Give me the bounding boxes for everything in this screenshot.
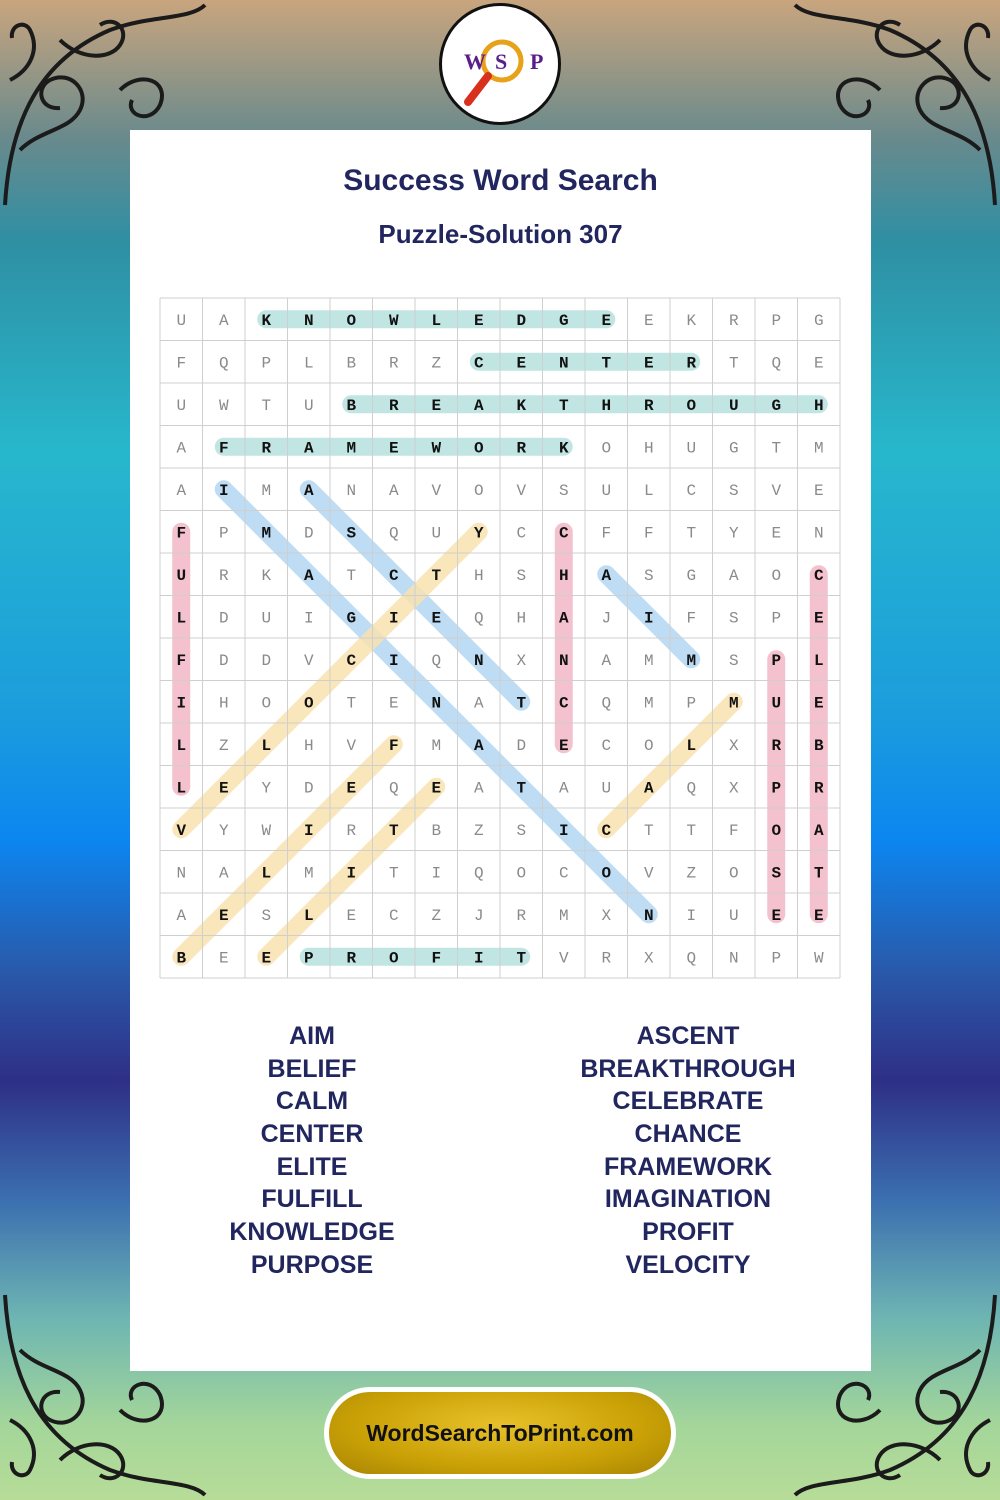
word-list-item: CENTER: [260, 1120, 364, 1149]
grid-cell-letter: E: [431, 396, 442, 415]
grid-cell-letter: D: [303, 779, 314, 798]
grid-cell-letter: Q: [771, 354, 782, 373]
grid-cell-letter: E: [601, 311, 612, 330]
grid-cell-letter: V: [176, 821, 187, 840]
grid-cell-letter: Q: [388, 524, 399, 543]
grid-cell-letter: C: [388, 566, 399, 585]
grid-cell-letter: K: [261, 566, 272, 585]
grid-cell-letter: E: [388, 694, 399, 713]
grid-cell-letter: J: [473, 906, 484, 925]
grid-cell-letter: M: [728, 694, 739, 713]
grid-cell-letter: C: [813, 566, 824, 585]
grid-cell-letter: V: [346, 736, 357, 755]
grid-cell-letter: R: [516, 439, 527, 458]
grid-cell-letter: E: [218, 949, 229, 968]
grid-cell-letter: K: [261, 311, 272, 330]
grid-cell-letter: R: [728, 311, 739, 330]
grid-cell-letter: D: [516, 736, 527, 755]
grid-cell-letter: A: [218, 864, 229, 883]
grid-cell-letter: Y: [261, 779, 272, 798]
word-list-item: VELOCITY: [625, 1250, 751, 1279]
grid-cell-letter: F: [686, 609, 697, 628]
grid-cell-letter: U: [728, 906, 739, 925]
grid-cell-letter: M: [643, 694, 654, 713]
grid-cell-letter: S: [771, 864, 782, 883]
word-list-item: AIM: [289, 1022, 335, 1050]
grid-cell-letter: U: [176, 566, 187, 585]
grid-cell-letter: C: [601, 821, 612, 840]
grid-cell-letter: G: [558, 311, 569, 330]
grid-cell-letter: A: [473, 779, 484, 798]
grid-cell-letter: A: [218, 311, 229, 330]
grid-cell-letter: A: [388, 481, 399, 500]
grid-cell-letter: T: [813, 864, 824, 883]
grid-cell-letter: Y: [218, 821, 229, 840]
grid-cell-letter: E: [346, 906, 357, 925]
grid-cell-letter: S: [728, 651, 739, 670]
grid-cell-letter: J: [601, 609, 612, 628]
grid-cell-letter: I: [303, 821, 314, 840]
page-title: Success Word Search: [343, 164, 658, 197]
grid-cell-letter: T: [346, 694, 357, 713]
grid-cell-letter: E: [643, 311, 654, 330]
word-list-item: PURPOSE: [250, 1250, 374, 1279]
grid-cell-letter: L: [176, 736, 187, 755]
grid-cell-letter: T: [558, 396, 569, 415]
grid-cell-letter: W: [388, 311, 399, 330]
grid-cell-letter: N: [431, 694, 442, 713]
grid-cell-letter: Q: [601, 694, 612, 713]
grid-cell-letter: A: [643, 779, 654, 798]
grid-cell-letter: G: [686, 566, 697, 585]
word-list-item: CHANCE: [634, 1120, 742, 1149]
grid-cell-letter: M: [261, 524, 272, 543]
grid-cell-letter: B: [176, 949, 187, 968]
grid-cell-letter: R: [261, 439, 272, 458]
word-list-item: ASCENT: [636, 1022, 740, 1050]
grid-cell-letter: O: [728, 864, 739, 883]
grid-cell-letter: G: [771, 396, 782, 415]
grid-cell-letter: F: [176, 354, 187, 373]
word-list-item: FRAMEWORK: [603, 1152, 773, 1181]
grid-cell-letter: R: [601, 949, 612, 968]
grid-cell-letter: M: [686, 651, 697, 670]
grid-cell-letter: E: [558, 736, 569, 755]
grid-cell-letter: T: [346, 566, 357, 585]
grid-cell-letter: E: [643, 354, 654, 373]
grid-cell-letter: A: [558, 779, 569, 798]
grid-cell-letter: Q: [388, 779, 399, 798]
grid-cell-letter: A: [176, 481, 187, 500]
grid-cell-letter: I: [686, 906, 697, 925]
grid-cell-letter: U: [728, 396, 739, 415]
grid-cell-letter: Z: [431, 354, 442, 373]
grid-cell-letter: P: [303, 949, 314, 968]
word-list-item: PROFIT: [642, 1218, 734, 1247]
grid-cell-letter: T: [261, 396, 272, 415]
grid-cell-letter: T: [388, 821, 399, 840]
grid-cell-letter: E: [261, 949, 272, 968]
grid-cell-letter: A: [558, 609, 569, 628]
grid-cell-letter: A: [473, 694, 484, 713]
word-list-item: CALM: [275, 1087, 349, 1116]
grid-cell-letter: I: [388, 609, 399, 628]
grid-cell-letter: C: [473, 354, 484, 373]
grid-cell-letter: M: [431, 736, 442, 755]
grid-cell-letter: I: [431, 864, 442, 883]
grid-cell-letter: I: [218, 481, 229, 500]
grid-cell-letter: C: [516, 524, 527, 543]
grid-cell-letter: L: [261, 864, 272, 883]
grid-cell-letter: L: [176, 609, 187, 628]
grid-cell-letter: I: [643, 609, 654, 628]
grid-cell-letter: R: [771, 736, 782, 755]
grid-cell-letter: M: [303, 864, 314, 883]
grid-cell-letter: C: [686, 481, 697, 500]
grid-cell-letter: T: [728, 354, 739, 373]
grid-cell-letter: S: [346, 524, 357, 543]
grid-cell-letter: S: [728, 481, 739, 500]
grid-cell-letter: B: [346, 354, 357, 373]
grid-cell-letter: P: [771, 311, 782, 330]
grid-cell-letter: A: [176, 906, 187, 925]
grid-cell-letter: S: [516, 566, 527, 585]
grid-cell-letter: F: [431, 949, 442, 968]
grid-cell-letter: G: [728, 439, 739, 458]
grid-cell-letter: T: [686, 821, 697, 840]
grid-cell-letter: W: [813, 949, 824, 968]
grid-cell-letter: L: [303, 354, 314, 373]
grid-cell-letter: F: [601, 524, 612, 543]
grid-cell-letter: R: [516, 906, 527, 925]
word-list-item: KNOWLEDGE: [229, 1218, 395, 1247]
grid-cell-letter: L: [431, 311, 442, 330]
grid-cell-letter: O: [303, 694, 314, 713]
word-list-left: [162, 1020, 462, 1282]
grid-cell-letter: C: [346, 651, 357, 670]
grid-cell-letter: N: [473, 651, 484, 670]
grid-cell-letter: E: [473, 311, 484, 330]
grid-cell-letter: W: [218, 396, 229, 415]
grid-cell-letter: W: [431, 439, 442, 458]
grid-cell-letter: S: [516, 821, 527, 840]
grid-cell-letter: I: [346, 864, 357, 883]
grid-cell-letter: O: [643, 736, 654, 755]
grid-cell-letter: H: [601, 396, 612, 415]
grid-cell-letter: N: [813, 524, 824, 543]
grid-cell-letter: P: [771, 949, 782, 968]
grid-cell-letter: A: [176, 439, 187, 458]
grid-cell-letter: O: [473, 439, 484, 458]
grid-cell-letter: K: [558, 439, 569, 458]
grid-cell-letter: R: [388, 396, 399, 415]
grid-cell-letter: T: [516, 949, 527, 968]
grid-cell-letter: P: [261, 354, 272, 373]
grid-cell-letter: L: [303, 906, 314, 925]
grid-cell-letter: I: [558, 821, 569, 840]
grid-cell-letter: N: [346, 481, 357, 500]
grid-cell-letter: Z: [686, 864, 697, 883]
grid-cell-letter: Q: [218, 354, 229, 373]
grid-cell-letter: P: [771, 609, 782, 628]
grid-cell-letter: E: [813, 906, 824, 925]
grid-cell-letter: R: [686, 354, 697, 373]
grid-cell-letter: O: [516, 864, 527, 883]
grid-cell-letter: O: [346, 311, 357, 330]
grid-cell-letter: Q: [473, 609, 484, 628]
grid-cell-letter: K: [686, 311, 697, 330]
grid-cell-letter: R: [813, 779, 824, 798]
grid-cell-letter: L: [813, 651, 824, 670]
grid-cell-letter: V: [431, 481, 442, 500]
grid-cell-letter: O: [771, 566, 782, 585]
grid-cell-letter: N: [176, 864, 187, 883]
grid-cell-letter: Y: [473, 524, 484, 543]
grid-cell-letter: N: [303, 311, 314, 330]
grid-cell-letter: B: [813, 736, 824, 755]
grid-cell-letter: A: [303, 566, 314, 585]
word-list-item: BREAKTHROUGH: [580, 1054, 796, 1083]
grid-cell-letter: C: [558, 864, 569, 883]
grid-cell-letter: R: [218, 566, 229, 585]
grid-cell-letter: A: [303, 439, 314, 458]
grid-cell-letter: C: [601, 736, 612, 755]
grid-cell-letter: E: [431, 609, 442, 628]
word-list-item: BELIEF: [267, 1054, 357, 1083]
grid-cell-letter: V: [516, 481, 527, 500]
grid-cell-letter: T: [516, 694, 527, 713]
grid-cell-letter: H: [218, 694, 229, 713]
grid-cell-letter: A: [813, 821, 824, 840]
grid-cell-letter: U: [261, 609, 272, 628]
grid-cell-letter: C: [558, 694, 569, 713]
grid-cell-letter: E: [218, 906, 229, 925]
grid-cell-letter: Z: [473, 821, 484, 840]
grid-cell-letter: Q: [686, 949, 697, 968]
grid-cell-letter: M: [261, 481, 272, 500]
word-list-item: FULFILL: [261, 1185, 363, 1214]
grid-cell-letter: G: [813, 311, 824, 330]
page-subtitle: Puzzle-Solution 307: [378, 219, 623, 249]
grid-cell-letter: B: [431, 821, 442, 840]
grid-cell-letter: U: [176, 396, 187, 415]
grid-cell-letter: A: [303, 481, 314, 500]
grid-cell-letter: P: [771, 779, 782, 798]
grid-cell-letter: E: [218, 779, 229, 798]
grid-cell-letter: T: [686, 524, 697, 543]
grid-cell-letter: O: [601, 439, 612, 458]
grid-cell-letter: Q: [431, 651, 442, 670]
grid-cell-letter: T: [771, 439, 782, 458]
grid-cell-letter: E: [516, 354, 527, 373]
grid-cell-letter: P: [771, 651, 782, 670]
grid-cell-letter: A: [601, 566, 612, 585]
grid-cell-letter: I: [176, 694, 187, 713]
grid-cell-letter: U: [771, 694, 782, 713]
grid-cell-letter: I: [388, 651, 399, 670]
grid-cell-letter: R: [643, 396, 654, 415]
grid-cell-letter: Z: [431, 906, 442, 925]
grid-cell-letter: C: [558, 524, 569, 543]
grid-cell-letter: S: [261, 906, 272, 925]
grid-cell-letter: H: [558, 566, 569, 585]
grid-cell-letter: V: [558, 949, 569, 968]
grid-cell-letter: R: [346, 821, 357, 840]
grid-cell-letter: E: [431, 779, 442, 798]
site-link-banner[interactable]: [324, 1387, 676, 1479]
grid-cell-letter: D: [218, 609, 229, 628]
grid-cell-letter: A: [473, 396, 484, 415]
grid-cell-letter: L: [261, 736, 272, 755]
grid-cell-letter: A: [601, 651, 612, 670]
grid-cell-letter: L: [686, 736, 697, 755]
grid-cell-letter: H: [643, 439, 654, 458]
grid-cell-letter: V: [771, 481, 782, 500]
grid-cell-letter: D: [218, 651, 229, 670]
grid-cell-letter: E: [813, 481, 824, 500]
grid-cell-letter: T: [601, 354, 612, 373]
grid-cell-letter: V: [643, 864, 654, 883]
grid-cell-letter: E: [813, 694, 824, 713]
grid-cell-letter: Y: [728, 524, 739, 543]
grid-cell-letter: X: [728, 736, 739, 755]
grid-cell-letter: Q: [473, 864, 484, 883]
grid-cell-letter: W: [261, 821, 272, 840]
grid-cell-letter: K: [516, 396, 527, 415]
word-list-item: CELEBRATE: [612, 1087, 764, 1116]
grid-cell-letter: U: [601, 779, 612, 798]
grid-cell-letter: G: [346, 609, 357, 628]
grid-cell-letter: E: [388, 439, 399, 458]
grid-cell-letter: O: [601, 864, 612, 883]
grid-cell-letter: S: [558, 481, 569, 500]
grid-cell-letter: H: [303, 736, 314, 755]
grid-cell-letter: E: [771, 524, 782, 543]
grid-cell-letter: Q: [686, 779, 697, 798]
grid-cell-letter: O: [261, 694, 272, 713]
grid-cell-letter: I: [473, 949, 484, 968]
grid-cell-letter: Z: [218, 736, 229, 755]
grid-cell-letter: A: [473, 736, 484, 755]
grid-cell-letter: T: [388, 864, 399, 883]
grid-cell-letter: M: [813, 439, 824, 458]
word-list-right: [538, 1020, 838, 1282]
grid-cell-letter: X: [643, 949, 654, 968]
grid-cell-letter: S: [728, 609, 739, 628]
grid-cell-letter: F: [176, 524, 187, 543]
grid-cell-letter: P: [218, 524, 229, 543]
grid-cell-letter: P: [686, 694, 697, 713]
grid-cell-letter: O: [771, 821, 782, 840]
grid-cell-letter: F: [728, 821, 739, 840]
grid-cell-letter: I: [303, 609, 314, 628]
grid-cell-letter: L: [643, 481, 654, 500]
grid-cell-letter: M: [346, 439, 357, 458]
grid-cell-letter: T: [431, 566, 442, 585]
grid-cell-letter: M: [643, 651, 654, 670]
grid-cell-letter: L: [176, 779, 187, 798]
grid-cell-letter: H: [473, 566, 484, 585]
logo-letter-p: P: [530, 49, 544, 74]
grid-cell-letter: N: [643, 906, 654, 925]
grid-cell-letter: E: [771, 906, 782, 925]
grid-cell-letter: R: [388, 354, 399, 373]
grid-cell-letter: S: [643, 566, 654, 585]
grid-cell-letter: N: [728, 949, 739, 968]
grid-cell-letter: T: [516, 779, 527, 798]
word-list-item: IMAGINATION: [604, 1185, 772, 1214]
site-link-text[interactable]: WordSearchToPrint.com: [329, 1392, 671, 1474]
grid-cell-letter: U: [431, 524, 442, 543]
grid-cell-letter: O: [388, 949, 399, 968]
grid-cell-letter: E: [813, 609, 824, 628]
grid-cell-letter: N: [558, 354, 569, 373]
grid-cell-letter: E: [346, 779, 357, 798]
grid-cell-letter: O: [686, 396, 697, 415]
grid-cell-letter: H: [813, 396, 824, 415]
grid-cell-letter: D: [303, 524, 314, 543]
grid-cell-letter: X: [601, 906, 612, 925]
grid-cell-letter: U: [601, 481, 612, 500]
grid-cell-letter: V: [303, 651, 314, 670]
word-list-item: ELITE: [276, 1152, 348, 1181]
grid-cell-letter: D: [261, 651, 272, 670]
grid-cell-letter: T: [643, 821, 654, 840]
grid-cell-letter: O: [473, 481, 484, 500]
grid-cell-letter: A: [728, 566, 739, 585]
grid-cell-letter: E: [813, 354, 824, 373]
grid-cell-letter: U: [686, 439, 697, 458]
grid-cell-letter: B: [346, 396, 357, 415]
grid-cell-letter: U: [176, 311, 187, 330]
grid-cell-letter: U: [303, 396, 314, 415]
grid-cell-letter: F: [176, 651, 187, 670]
grid-cell-letter: M: [558, 906, 569, 925]
logo-letter-w: W: [464, 49, 486, 74]
grid-cell-letter: N: [558, 651, 569, 670]
grid-cell-letter: F: [388, 736, 399, 755]
grid-cell-letter: C: [388, 906, 399, 925]
grid-cell-letter: H: [516, 609, 527, 628]
grid-cell-letter: R: [346, 949, 357, 968]
grid-cell-letter: D: [516, 311, 527, 330]
grid-cell-letter: F: [218, 439, 229, 458]
logo-letter-s: S: [495, 49, 508, 74]
grid-cell-letter: X: [728, 779, 739, 798]
grid-cell-letter: X: [516, 651, 527, 670]
grid-cell-letter: F: [643, 524, 654, 543]
